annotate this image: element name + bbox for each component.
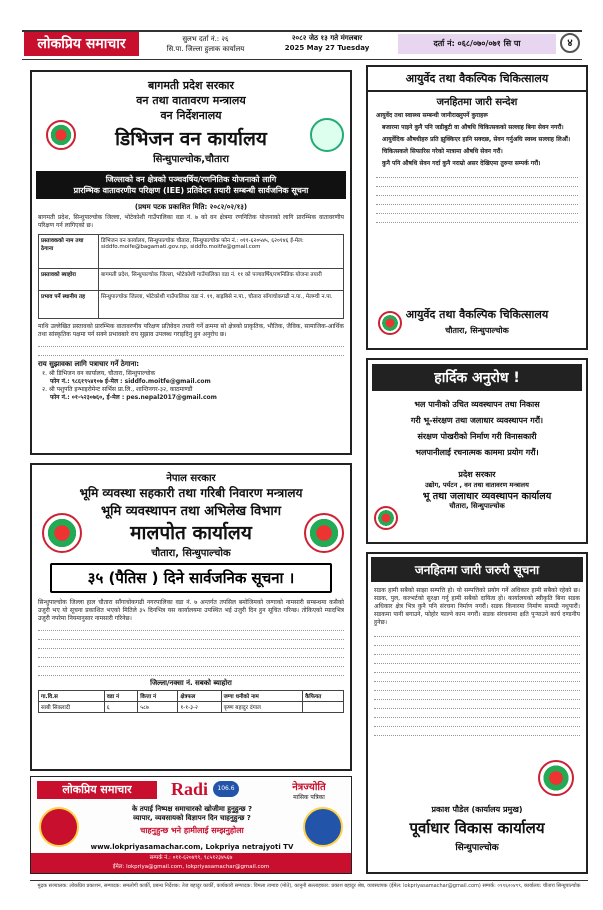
ad-logo-netrajyoti <box>271 779 347 801</box>
infrastructure-signatory: प्रकाश पौडेल (कार्यालय प्रमुख) <box>431 805 523 814</box>
notice1-ministry: वन तथा वातावरण मन्त्रालय <box>136 94 246 107</box>
table-header: क्षेत्रफल <box>178 691 221 702</box>
ayurveda-lead: आयुर्वेद तथा स्वास्थ्य सम्बन्धी जानीराख्नुपर्ने कुराहरू <box>376 112 488 119</box>
imprint-footer: मुद्रक सञ्चालक: लोकप्रिय प्रकाशन, सम्पादक: समलोगी कार्की, प्रबन्ध निर्देशक: तेज बहादुर कार्की, कार्यकारी सम्पादक: विमला तामाङ (मोते), कानुनी सल्लाहकार: प्रकाश बहादुर श्रेष्ठ, व्यवस्थापक (ईमेल: lokpriyasamachar@gmail.com) सम्पर्क: ०११६२०४९९, कार्यालय: चौतारा सिन्धुपाल्चोक <box>30 880 588 902</box>
watershed-line-2: गरी भू-संरक्षण तथा जलाधार व्यवस्थापन गरौं। <box>410 416 544 425</box>
table-header: कित्ता नं <box>138 691 178 702</box>
notice2-table-title: जिल्ला/नक्सा नं. सबको ब्याहोरा <box>150 679 232 687</box>
ad-contact-email: ईमेल: lokpriya@gmail.com, lokpriyasamachar@gmail.com <box>112 864 270 870</box>
ad-tagline <box>86 805 298 836</box>
watershed-title: हार्दिक अनुरोध ! <box>372 364 582 391</box>
issue-date <box>262 33 392 53</box>
ad-website: www.lokpriyasamachar.com, Lokpriya netrajyoti TV <box>90 843 294 851</box>
notice2-office-title: मालपोत कार्यालय <box>130 522 252 544</box>
ad-tagline-2: व्यापार, व्यवसायको विज्ञापन दिन चाहनुहुन्छ ? <box>133 814 251 822</box>
ad-tagline-3: चाहनुहुन्छ भने हामीलाई सम्झनुहोला <box>140 826 244 835</box>
ayurveda-subtitle: जनहितमा जारी सन्देश <box>436 97 518 108</box>
table-value: डिभिजन वन कार्यालय, सिन्धुपाल्चोक चौतारा, सिन्धुपाल्चोक फोन नं.: ०११-६२०५४५, ६२०१४६ ई-मेल: siddfo.moife@bagamati.gov.np, siddfo.moitfe@gmail.com <box>99 235 344 269</box>
land-revenue-notice <box>30 463 352 771</box>
table-value: सिन्धुपाल्चोक जिल्ला, भोटेकोशी गाउँपालिका वडा नं. ११, बाह्रबिसे न.पा., चौतारा साँगाचोकगढी न.पा., मेलम्ची न.पा. <box>99 291 344 319</box>
notice2-body: सिन्धुपाल्चोक जिल्ला हाल चौतारा साँगाचोकगढी नगरपालिका वडा नं. ७ अन्तर्गत तपसिल बमोजिमको जग्गाको नामसारी सम्बन्धमा कसैको उजुरी भए यो सूचना प्रकाशित भएको मितिले ३५ दिनभित्र यस कार्यालयमा उपस्थित भई उजुरी दिन हुन सूचित गरिन्छ। तोकिएको म्यादभित्र उजुरी नपरेमा नियमानुसार नामसारी गरिनेछ। <box>38 599 344 622</box>
ayurveda-point-4: कुनै पनि औषधि सेवन गर्दा कुनै नराम्रो असर देखिएमा तुरुन्त सम्पर्क गरौं। <box>382 160 541 167</box>
notice1-location: सिन्धुपाल्चोक,चौतारा <box>153 154 229 165</box>
ad-logo-samachar: लोकप्रिय समाचार <box>37 781 157 799</box>
ayurveda-point-2: आयुर्वेदिक औषधीहरु प्रति झुक्किएर हानि सक्दछ, सेवन गर्नुअघि स्वस्थ सल्लाह लिऔं। <box>382 136 571 143</box>
notice1-contact1: १. श्री डिभिजन वन कार्यालय, चौतारा, सिन्धुपाल्चोक <box>42 370 156 377</box>
postal-office: सि.पा. जिल्ला हुलाक कार्यालय <box>166 45 245 53</box>
nepal-emblem-icon <box>46 120 76 150</box>
watershed-line-3: संरक्षण पोखरीको निर्माण गरी विनासकारी <box>417 432 537 441</box>
notice1-intro: बागमती प्रदेश, सिन्धुपाल्चोक जिल्ला, भोटेकोशी गाउँपालिका वडा नं. ७ को वन क्षेत्रमा रणनितिक योजनाको लागि प्रारम्भिक वातावरणीय परिक्षण गर्न लागिएको छ। <box>38 214 344 229</box>
notice1-contact2: २. श्री पशुपति इन्भाइरोमेन्ट सर्भिस प्रा.लि., शान्तिनगर-३२, काठमाण्डौं <box>42 386 193 393</box>
notice1-band-line1: जिल्लाको वन क्षेत्रको पञ्चवर्षिय/रणनितिक योजनाको लागि <box>105 175 277 184</box>
registration-number: दर्ता नं: ०६८/०७०/०७१ सि पा <box>398 34 556 54</box>
ayurveda-point-1: बजारमा पाइने कुनै पनि जडीबुटी वा औषधि चिकित्सकको सल्लाह बिना सेवन नगरौं। <box>382 124 564 131</box>
notice1-extra-text <box>32 341 350 356</box>
postal-reg-number: सुलभ दर्ता नं.: २६ <box>182 35 229 43</box>
ayurveda-point-3: चिकित्सकले सिफारिस गरेको मात्रामा औषधि सेवन गरौं। <box>382 148 503 155</box>
ad-badge-right-icon <box>303 807 343 847</box>
nepal-emblem-icon <box>538 760 574 796</box>
infrastructure-location: सिन्धुपाल्चोक <box>455 843 499 853</box>
watershed-office: भू तथा जलाधार व्यवस्थापन कार्यालय <box>422 491 552 502</box>
table-value: बागमती प्रदेश, सिन्धुपाल्चोक जिल्ला, भोटेकोशी गाउँपालिका वडा नं. ११ को पञ्चवर्षिय/रणनितिक योजना तयारी <box>99 269 344 291</box>
postal-registration <box>158 34 253 54</box>
ad-netrajyoti-sub: मासिक पत्रिका <box>293 794 325 801</box>
newspaper-advert <box>30 776 352 874</box>
table-cell <box>303 702 344 713</box>
page-number: ४ <box>560 33 580 53</box>
table-row <box>39 269 344 291</box>
notice1-info-table <box>38 234 344 319</box>
ad-badge-left-icon <box>39 807 79 847</box>
notice1-directorate: वन निर्देशनालय <box>160 109 222 122</box>
infrastructure-office: पूर्वाधार विकास कार्यालय <box>409 819 545 837</box>
ayurveda-footer-title: आयुर्वेद तथा वैकल्पिक चिकित्सालय <box>405 308 549 321</box>
table-row <box>39 235 344 269</box>
ad-netrajyoti-title: नेत्रज्योति <box>292 782 326 793</box>
notice1-body: माथि उल्लेखित प्रस्तावको प्रारम्भिक वातावरणीय परिक्षण प्रतिवेदन तयारी गर्ने क्रममा सो क्षेत्रको प्राकृतिक, भौतिक, जैविक, सामाजिक-आर्थिक तथा सांस्कृतिक पक्षमा पर्न सक्ने प्रभावबारे राय सुझाव उपलब्ध गराइदिनु हुन अनुरोध छ। <box>38 323 344 338</box>
nepal-emblem-icon <box>304 513 344 553</box>
table-cell: १-१-३-२ <box>178 702 221 713</box>
ayurveda-extra-text <box>368 170 586 228</box>
table-cell: ६ <box>104 702 138 713</box>
notice1-band <box>36 171 346 199</box>
table-cell: ५८७ <box>138 702 178 713</box>
nepal-emblem-icon <box>374 506 398 530</box>
notice2-government: नेपाल सरकार <box>166 473 216 484</box>
table-header: जग्गा धनीको नाम <box>221 691 303 702</box>
notice2-department: भूमि व्यवस्थापन तथा अभिलेख विभाग <box>100 504 282 519</box>
ad-logo-radio: Radi <box>171 779 209 799</box>
notice2-banner: ३५ (पैतिस ) दिने सार्वजनिक सूचना । <box>50 563 332 593</box>
table-key: प्रस्तावकको नाम तथा ठेगाना <box>39 235 99 269</box>
date-nepali: २०८२ जेठ १३ गते मंगलबार <box>291 34 363 42</box>
table-header: गा.वि.स <box>39 691 105 702</box>
infrastructure-title: जनहितमा जारी जरुरी सूचना <box>371 557 583 582</box>
table-row <box>39 702 344 713</box>
notice1-contact-title: राय सुझावका लागि पत्राचार गर्ने ठेगाना: <box>38 360 140 368</box>
notice1-contact1-phone: फोन नं.: ९८६१९५४१०७ ई-मेल : siddfo.moitfe@gmail.com <box>50 378 211 385</box>
ad-contact-bar <box>31 853 351 873</box>
notice2-ministry: भूमि व्यवस्था सहकारी तथा गरिबी निवारण मन्त्रालय <box>79 486 303 500</box>
table-header: वडा नं <box>104 691 138 702</box>
date-english: 2025 May 27 Tuesday <box>284 44 370 52</box>
ad-contact-phone: सम्पर्क नं.: ०११-६२०४९९, ९८५१२३४५६७ <box>149 855 233 861</box>
watershed-location: चौतारा, सिन्धुपाल्चोक <box>449 502 505 510</box>
notice1-office-title: डिभिजन वन कार्यालय <box>115 128 267 150</box>
table-header-row <box>39 691 344 702</box>
notice1-contact2-phone: फोन नं.: ०१-५२३०७६०, ई-मेल : pes.nepal2017@gmail.com <box>50 394 217 401</box>
notice2-location: चौतारा, सिन्धुपाल्चोक <box>151 548 231 559</box>
table-key: प्रभाव पर्ने स्थानीय तह <box>39 291 99 319</box>
watershed-government: प्रदेश सरकार <box>458 470 496 479</box>
ad-tagline-1: के तपाई निष्पक्ष समाचारको खोजीमा हुनुहुन्छ ? <box>131 805 253 813</box>
ayurveda-title: आयुर्वेद तथा वैकल्पिक चिकित्सालय <box>368 67 586 92</box>
nepal-emblem-icon <box>42 513 82 553</box>
ad-radio-frequency: 106.6 <box>213 781 239 797</box>
watershed-line-1: भल पानीको उचित व्यवस्थापन तथा निकास <box>414 400 540 409</box>
notice1-government: बागमती प्रदेश सरकार <box>148 79 234 92</box>
infrastructure-notice <box>366 552 588 874</box>
table-key: प्रस्तावको ब्याहोरा <box>39 269 99 291</box>
table-cell: साबी सिक्लादी <box>39 702 105 713</box>
notice1-band-line2: प्रारम्भिक वातावरणीय परिक्षण (IEE) प्रतिवेदन तयारी सम्बन्धी सार्वजनिक सूचना <box>73 186 309 195</box>
forest-office-notice <box>30 70 352 455</box>
notice2-extra-text <box>32 625 350 676</box>
table-row <box>39 291 344 319</box>
infrastructure-body: सडक हामी सबैको साझा सम्पत्ति हो। यो सम्पत्तिको प्रयोग गर्ने अधिकार हामी सबैको रहेको छ। सडक, पुल, कल्भर्टको सुरक्षा गर्नु हामी सबैको दायित्व हो। कार्यालयको स्वीकृति बिना सडक अधिकार क्षेत्र भित्र कुनै पनि संरचना निर्माण नगरौं। सडक किनारमा निर्माण सामग्री नथुपारौं। सडकमा पानी बगाउने, फोहोर फाल्ने काम नगरौं। सडक संरचनामा क्षति पुर्‍याउने कार्य दण्डनीय हुनेछ। <box>374 587 580 626</box>
forest-logo-icon <box>310 118 344 152</box>
newspaper-logo: लोकप्रिय समाचार <box>24 32 139 56</box>
ayurveda-notice <box>366 65 588 350</box>
table-header: कैफियत <box>303 691 344 702</box>
table-cell: कृष्ण बहादुर दंगाल <box>221 702 303 713</box>
notice2-land-table <box>38 690 344 713</box>
watershed-notice <box>366 358 588 544</box>
watershed-ministry: उद्योग, पर्यटन , वन तथा वातावरण मन्त्रालय <box>425 481 529 489</box>
ayurveda-footer-location: चौतारा, सिन्धुपाल्चोक <box>445 326 509 335</box>
notice1-publish-date: (प्रथम पटक प्रकाशित मिति: २०८२/०२/१३) <box>134 203 248 211</box>
infrastructure-extra-text <box>368 629 586 741</box>
watershed-line-4: भलपानीलाई रचनात्मक काममा प्रयोग गरौं। <box>415 448 539 457</box>
